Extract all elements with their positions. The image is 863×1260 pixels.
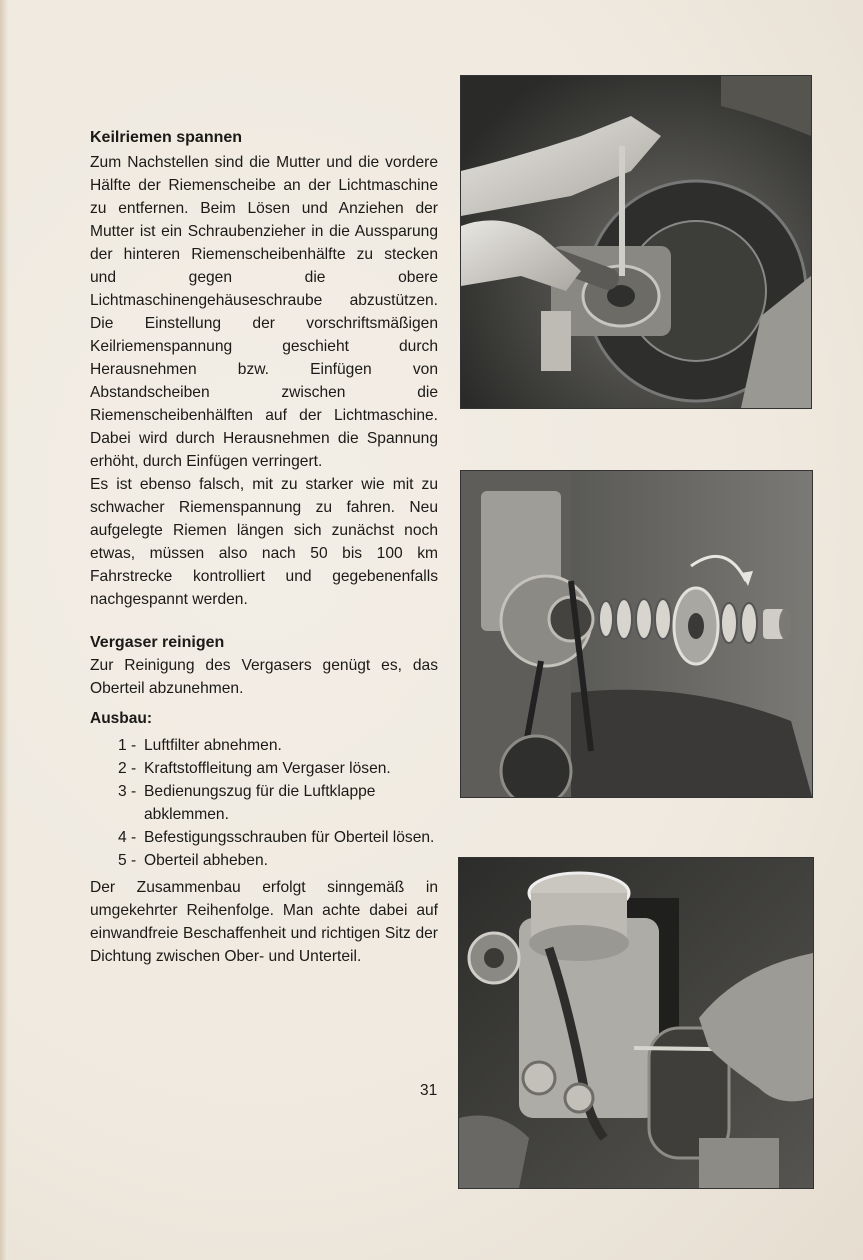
step-number: 1 - bbox=[118, 737, 137, 754]
paragraph-keilriemen-2: Es ist ebenso falsch, mit zu starker wie mit zu schwacher Riemenspannung zu fahren. Neu aufgelegte Riemen längen sich zunächst noch etwas, müssen also nach 50 bis 100 km Fahrstrecke kontrolliert und gegebenenfalls nachgespannt werden. bbox=[90, 476, 438, 608]
section-heading-keilriemen: Keilriemen spannen bbox=[90, 129, 243, 146]
step-text: Oberteil abheben. bbox=[144, 852, 268, 869]
step-text: Bedienungszug für die Luftklappe abklemmen. bbox=[144, 783, 376, 823]
step-text: Kraftstoffleitung am Vergaser lösen. bbox=[144, 760, 391, 777]
paragraph-vergaser-intro: Zur Reinigung des Vergasers genügt es, das Oberteil abzunehmen. bbox=[90, 657, 438, 697]
step-number: 2 - bbox=[118, 760, 137, 777]
paragraph-keilriemen-1: Zum Nachstellen sind die Mutter und die vordere Hälfte der Riemenscheibe an der Lichtmaschine zu entfernen. Beim Lösen und Anziehen der Mutter ist ein Schraubenzieher in die Aussparung der hinteren Riemenscheibenhälfte zu stecken und gegen die obere Lichtmaschinengehäuseschraube abzustützen. Die Einstellung der vorschriftsmäßigen Keilriemenspannung geschieht durch Herausnehmen bzw. Einfügen von Abstandscheiben zwischen die Riemenscheibenhälften auf der Lichtmaschine. Dabei wird durch Herausnehmen die Spannung erhöht, durch Einfügen verringert. bbox=[90, 154, 438, 470]
step-text: Befestigungsschrauben für Oberteil lösen. bbox=[144, 829, 435, 846]
step-number: 3 - bbox=[118, 783, 137, 800]
steps-list bbox=[90, 734, 438, 872]
step-text: Luftfilter abnehmen. bbox=[144, 737, 282, 754]
step-number: 5 - bbox=[118, 852, 137, 869]
page-edge bbox=[0, 0, 8, 1260]
photo-carburetor bbox=[458, 857, 814, 1189]
list-item bbox=[118, 734, 438, 757]
paragraph-zusammenbau: Der Zusammenbau erfolgt sinngemäß in umgekehrter Reihenfolge. Man achte dabei auf einwandfreie Beschaffenheit und richtigen Sitz der Dichtung zwischen Ober- und Unterteil. bbox=[90, 879, 438, 965]
list-item bbox=[118, 826, 438, 849]
subheading-ausbau: Ausbau: bbox=[90, 710, 152, 727]
text-column bbox=[90, 126, 438, 968]
list-item bbox=[118, 780, 438, 826]
page-number: 31 bbox=[420, 1082, 438, 1099]
section-heading-vergaser: Vergaser reinigen bbox=[90, 634, 225, 651]
list-item bbox=[118, 757, 438, 780]
list-item bbox=[118, 849, 438, 872]
step-number: 4 - bbox=[118, 829, 137, 846]
photo-pulley-washers bbox=[460, 470, 813, 798]
photo-generator-pulley bbox=[460, 75, 812, 409]
